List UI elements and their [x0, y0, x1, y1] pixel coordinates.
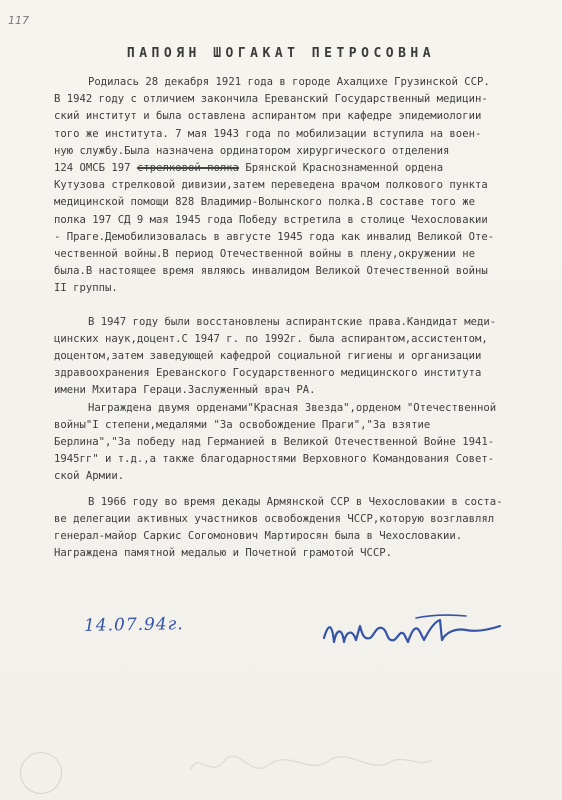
- text-line: В 1947 году были восстановлены аспирантские права.Кандидат меди-: [88, 315, 497, 328]
- text-line: ве делегации активных участников освобождения ЧССР,которую возглавлял: [54, 512, 495, 525]
- text-line: 1945гг" и т.д.,а также благодарностями Верховного Командования Совет-: [54, 453, 495, 466]
- text-line: здравоохранения Ереванского Государственного медицинского института: [54, 367, 482, 380]
- text-line: была.В настоящее время являюсь инвалидом Великой Отечественной войны: [54, 265, 488, 278]
- text-line: генерал-майор Саркис Согомонович Мартиросян была в Чехословакии.: [54, 530, 463, 543]
- text-line: полка 197 СД 9 мая 1945 года Победу встретила в столице Чехословакии: [54, 213, 488, 226]
- text-line: [54, 160, 524, 177]
- text-line: ную службу.Была назначена ординатором хирургического отделения: [54, 144, 450, 157]
- text-line: доцентом,затем заведующей кафедрой социальной гигиены и организации: [54, 350, 482, 363]
- faint-stamp-bleedthrough: [180, 740, 440, 790]
- struck-text: стрелковой полка: [136, 162, 239, 175]
- text-line: чественной войны.В период Отечественной войны в плену,окружении не: [54, 248, 475, 261]
- text-line: медицинской помощи 828 Владимир-Волынского полка.В составе того же: [54, 196, 475, 209]
- text-line: войны"I степени,медалями "За освобождение Праги","За взятие: [54, 418, 431, 431]
- handwritten-signature: [316, 608, 506, 658]
- text-line: В 1942 году с отличием закончила Ереванский Государственный медицин-: [54, 93, 488, 106]
- text-line: Родилась 28 декабря 1921 года в городе Ахалцихе Грузинской ССР.: [88, 76, 490, 88]
- text-line: ской Армии.: [54, 470, 125, 483]
- handwritten-date: 14.07.94г.: [83, 614, 184, 636]
- text-line: В 1966 году во время декады Армянской ССР в Чехословакии в соста-: [88, 495, 503, 508]
- text-line: - Праге.Демобилизовалась в августе 1945 года как инвалид Великой Оте-: [54, 230, 495, 243]
- text-line: Кутузова стрелковой дивизии,затем переведена врачом полкового пункта: [54, 179, 488, 192]
- document-body: [54, 74, 524, 562]
- text-line: имени Мхитара Гераци.Заслуженный врач РА.: [54, 384, 316, 397]
- archive-number: 117: [8, 14, 29, 27]
- text-line: Берлина","За победу над Германией в Великой Отечественной Войне 1941-: [54, 436, 495, 449]
- text-line: Награждена памятной медалью и Почетной грамотой ЧССР.: [54, 547, 393, 560]
- faint-stamp-circle: [20, 752, 62, 794]
- text-line: ский институт и была оставлена аспирантом при кафедре эпидемиологии: [54, 110, 482, 123]
- text-fragment: Брянской Краснознаменной ордена: [239, 162, 444, 175]
- text-line: того же института. 7 мая 1943 года по мобилизации вступила на воен-: [54, 127, 482, 140]
- text-fragment: 124 ОМСБ 197: [54, 162, 131, 175]
- text-line: цинских наук,доцент.С 1947 г. по 1992г. была аспирантом,ассистентом,: [54, 332, 488, 345]
- document-title: ПАПОЯН ШОГАКАТ ПЕТРОСОВНА: [126, 46, 436, 61]
- text-line: II группы.: [54, 282, 118, 295]
- text-line: Награждена двумя орденами"Красная Звезда",орденом "Отечественной: [88, 401, 497, 414]
